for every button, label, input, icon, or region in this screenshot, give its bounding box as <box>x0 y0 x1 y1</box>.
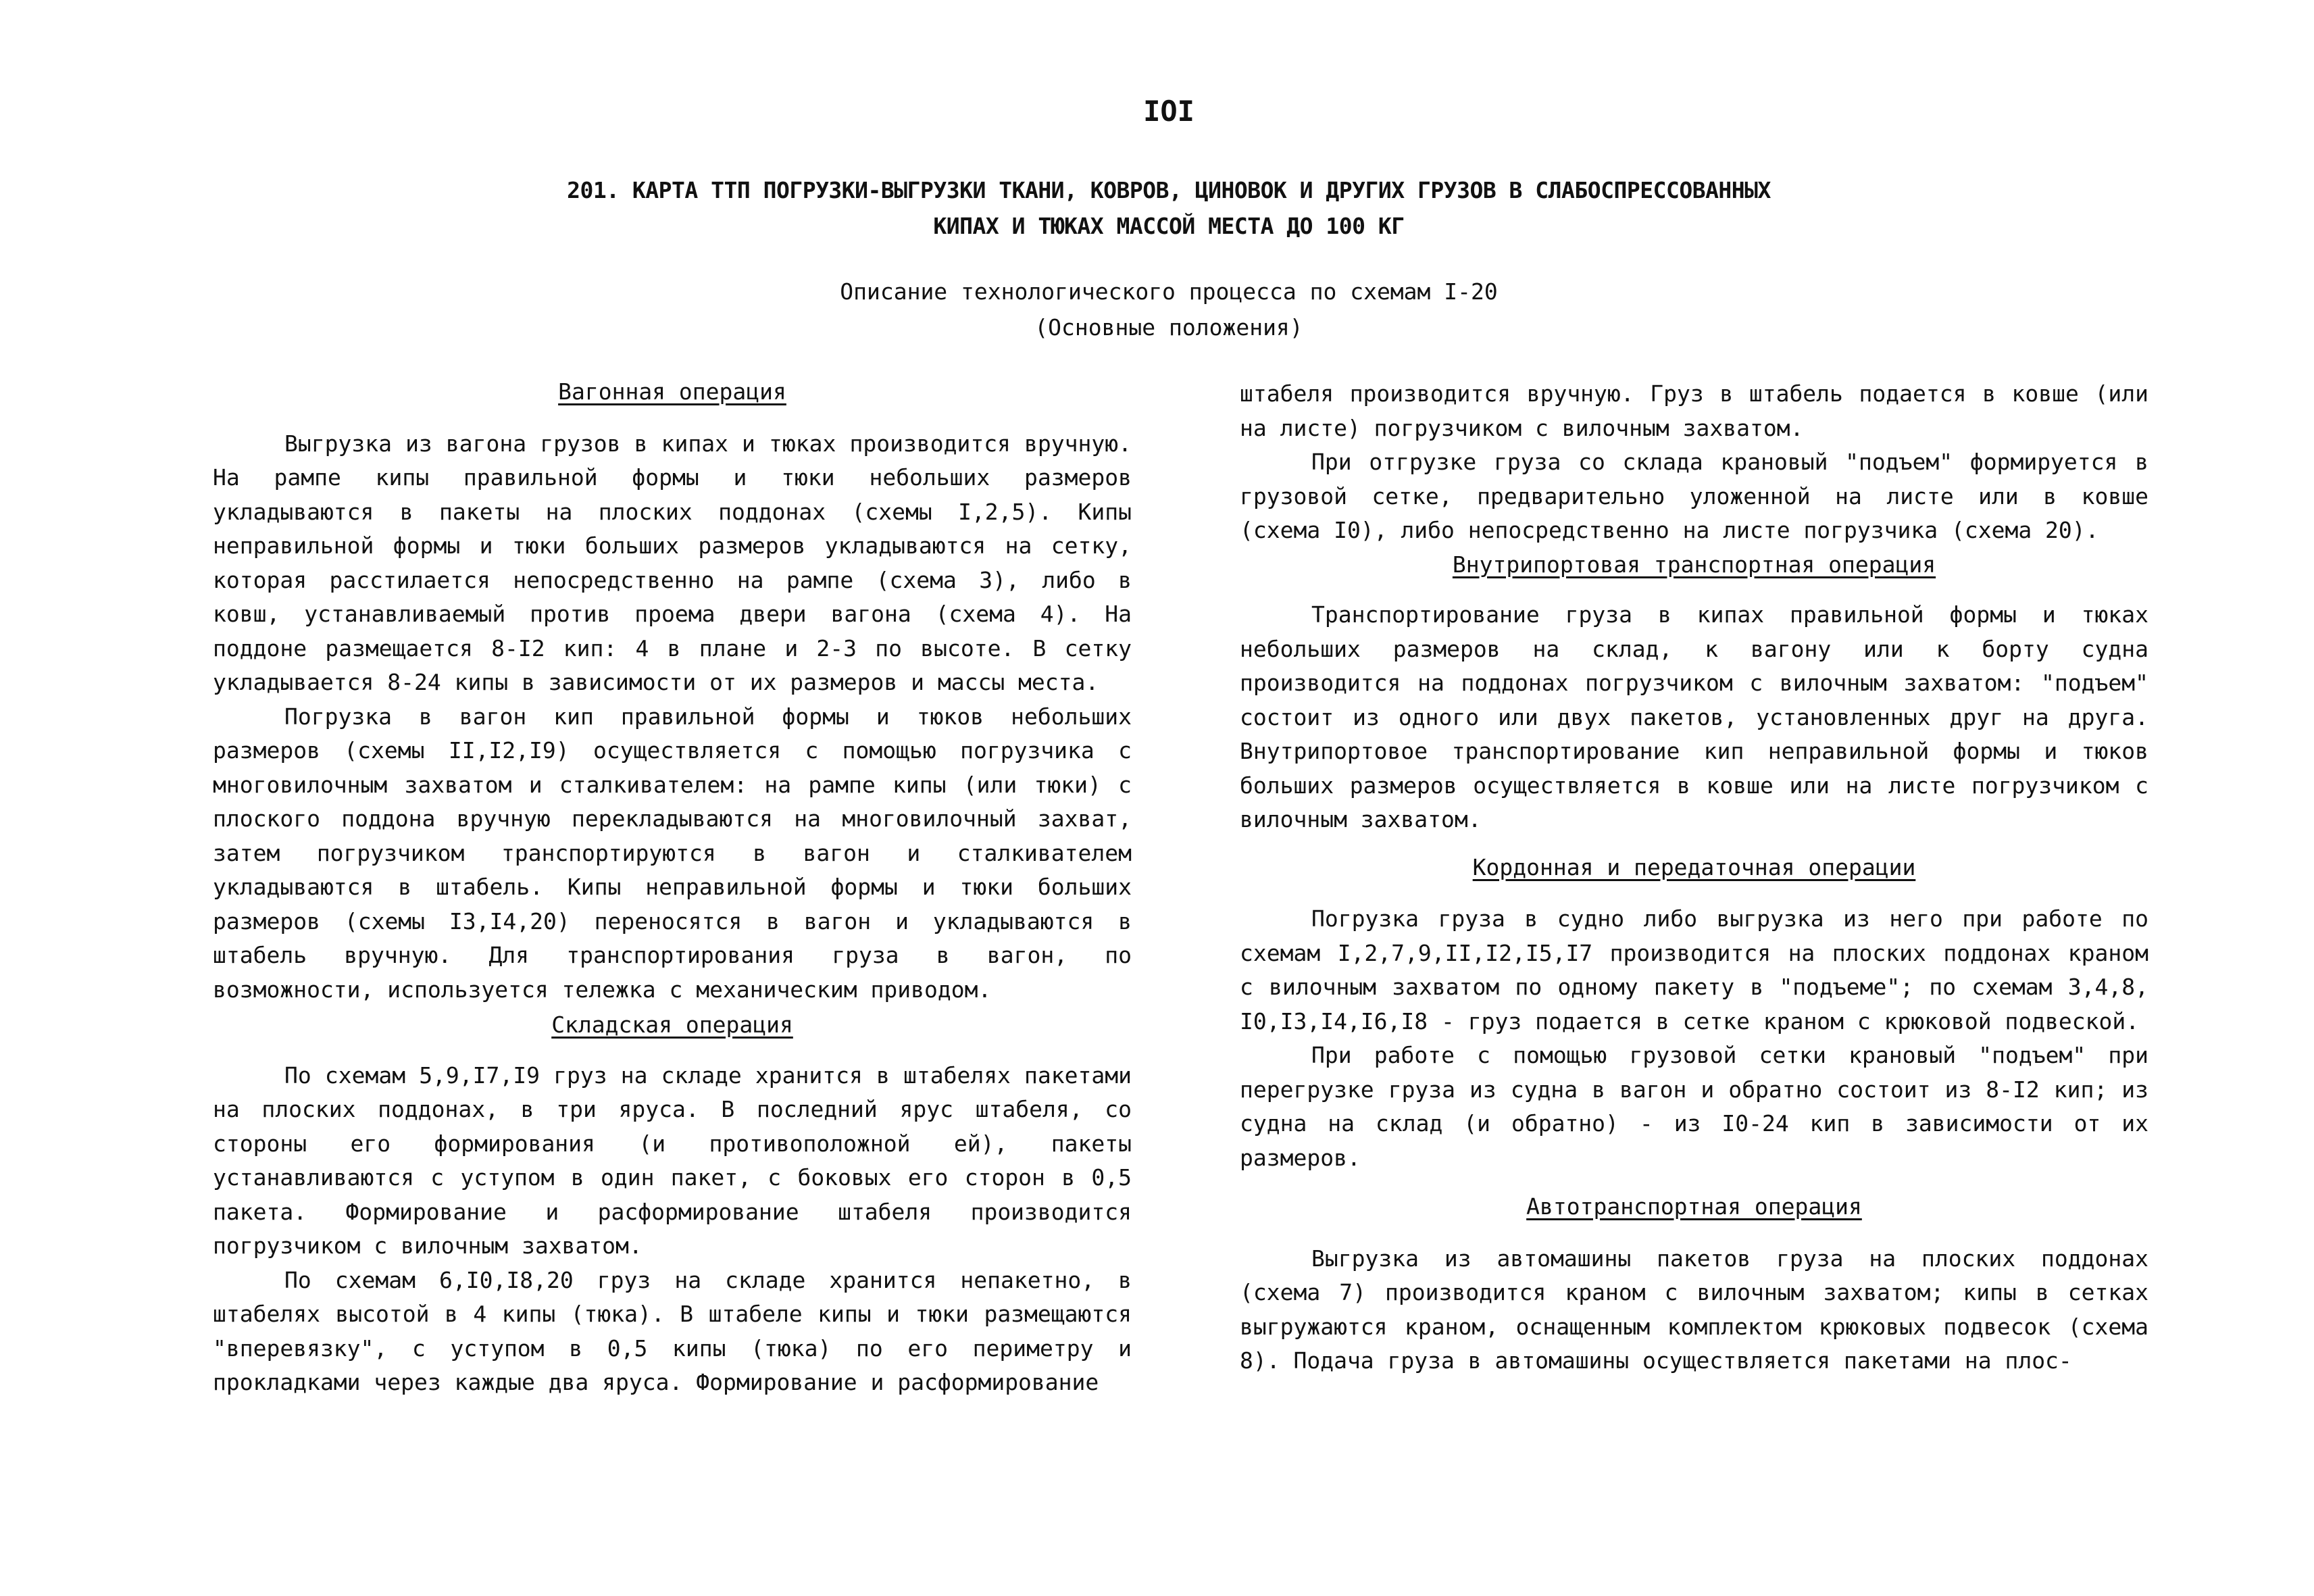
paragraph-wagon-loading: Погрузка в вагон кип правильной формы и тюков небольших размеров (схемы II,I2,I9) осуществляется с помощью погрузчика с многовилочным захватом и сталкивателем: на рампе кипы (или тюки) с плоского поддона вручную перекладываются на многовилочный захват, затем погрузчиком транспортируются в вагон и сталкивателем укладываются в штабель. Кипы неправильной формы и тюки больших размеров (схемы I3,I4,20) переносятся в вагон и укладываются в штабель вручную. Для транспортирования груза в вагон, по возможности, используется тележка с механическим приводом. <box>213 703 1132 1003</box>
section-heading-wagon: Вагонная операция <box>558 378 786 405</box>
document-title <box>405 172 1932 244</box>
page-number: IOI <box>1143 95 1194 128</box>
subtitle-line-2: (Основные положения) <box>1034 314 1303 341</box>
paragraph-warehouse-shipment: При отгрузке груза со склада крановый "подъем" формируется в грузовой сетке, предварительно уложенной на листе или в ковше (схема I0), либо непосредственно на листе погрузчика (схема 20). <box>1240 449 2148 543</box>
paragraph-auto-unloading: Выгрузка из автомашины пакетов груза на плоских поддонах (схема 7) производится краном с вилочным захватом; кипы в сетках выгружаются краном, оснащенным комплектом крюковых подвесок (схема 8). Подача груза в автомашины осуществляется пакетами на плос- <box>1240 1245 2148 1374</box>
left-column <box>213 375 1132 1400</box>
subtitle-line-1: Описание технологического процесса по схемам I-20 <box>840 278 1498 305</box>
paragraph-cordon-loading: Погрузка груза в судно либо выгрузка из него при работе по схемам I,2,7,9,II,I2,I5,I7 производится на плоских поддонах краном с вилочным захватом по одному пакету в "подъеме"; по схемам 3,4,8, I0,I3,I4,I6,I8 - груз подается в сетке краном с крюковой подвеской. <box>1240 905 2148 1034</box>
document-title-line-1: 201. КАРТА ТТП ПОГРУЗКИ-ВЫГРУЗКИ ТКАНИ, КОВРОВ, ЦИНОВОК И ДРУГИХ ГРУЗОВ В СЛАБОСПРЕССОВАННЫХ <box>567 177 1771 203</box>
section-heading-auto: Автотранспортная операция <box>1526 1193 1862 1220</box>
paragraph-warehouse-continued: штабеля производится вручную. Груз в штабель подается в ковше (или на листе) погрузчиком с вилочным захватом. <box>1240 380 2148 441</box>
document-subtitle <box>676 274 1662 345</box>
right-column <box>1240 377 2148 1378</box>
section-heading-warehouse: Складская операция <box>551 1012 793 1038</box>
document-title-line-2: КИПАХ И ТЮКАХ МАССОЙ МЕСТА ДО 100 КГ <box>933 213 1405 239</box>
section-heading-intraport: Внутрипортовая транспортная операция <box>1452 551 1936 578</box>
paragraph-intraport-transport: Транспортирование груза в кипах правильной формы и тюках небольших размеров на склад, к вагону или к борту судна производится на поддонах погрузчиком с вилочным захватом: "подъем" состоит из одного или двух пакетов, установленных друг на друга. Внутрипортовое транспортирование кип неправильной формы и тюков больших размеров осуществляется в ковше или на листе погрузчиком с вилочным захватом. <box>1240 601 2148 832</box>
paragraph-wagon-unloading: Выгрузка из вагона грузов в кипах и тюках производится вручную. На рампе кипы правильной формы и тюки небольших размеров укладываются в пакеты на плоских поддонах (схемы I,2,5). Кипы неправильной формы и тюки больших размеров укладываются на сетку, которая расстилается непосредственно на рампе (схема 3), либо в ковш, устанавливаемый против проема двери вагона (схема 4). На поддоне размещается 8-I2 кип: 4 в плане и 2-3 по высоте. В сетку укладывается 8-24 кипы в зависимости от их размеров и массы места. <box>213 430 1132 695</box>
section-heading-cordon: Кордонная и передаточная операции <box>1472 853 1916 880</box>
paragraph-warehouse-nonpalletized: По схемам 6,I0,I8,20 груз на складе хранится непакетно, в штабелях высотой в 4 кипы (тюка). В штабеле кипы и тюки размещаются "вперевязку", с уступом в 0,5 кипы (тюка) по его периметру и прокладками через каждые два яруса. Формирование и расформирование <box>213 1266 1132 1395</box>
paragraph-warehouse-palletized: По схемам 5,9,I7,I9 груз на складе хранится в штабелях пакетами на плоских поддонах, в три яруса. В последний ярус штабеля, со стороны его формирования (и противоположной ей), пакеты устанавливаются с уступом в один пакет, с боковых его сторон в 0,5 пакета. Формирование и расформирование штабеля производится погрузчиком с вилочным захватом. <box>213 1062 1132 1259</box>
paragraph-cordon-net: При работе с помощью грузовой сетки крановый "подъем" при перегрузке груза из судна в вагон и обратно состоит из 8-I2 кип; из судна на склад (и обратно) - из I0-24 кип в зависимости от их размеров. <box>1240 1042 2148 1171</box>
